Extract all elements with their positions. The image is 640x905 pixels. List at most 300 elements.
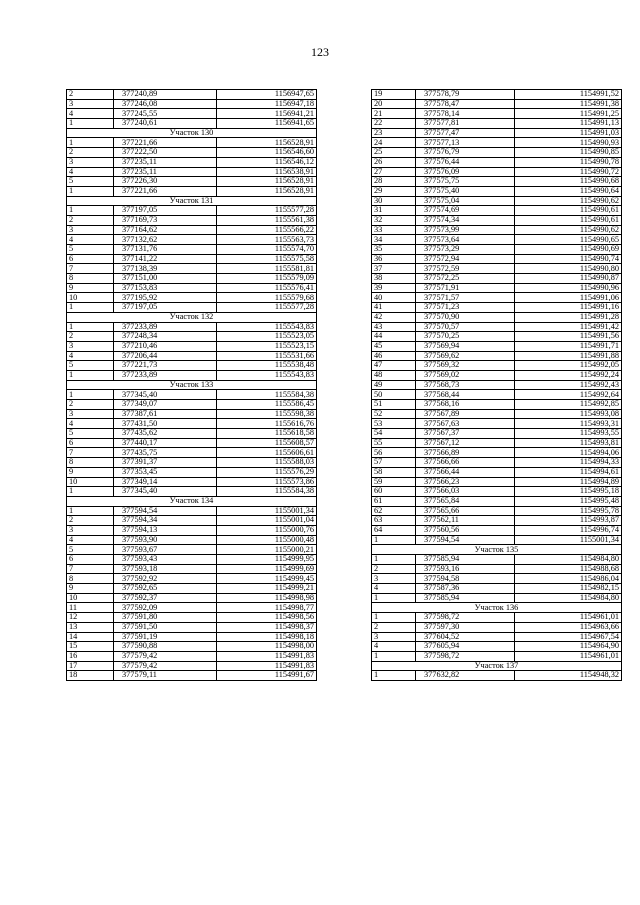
- coordinates-table-body: [372, 90, 622, 681]
- point-number-cell: 23: [372, 128, 416, 138]
- y-coordinate-cell: 1154993,81: [515, 438, 622, 448]
- x-coordinate-cell: 377240,61: [114, 119, 217, 129]
- point-number-cell: 43: [372, 322, 416, 332]
- y-coordinate-cell: 1154992,05: [515, 361, 622, 371]
- x-coordinate-cell: 377141,22: [114, 254, 217, 264]
- y-coordinate-cell: 1154961,01: [515, 613, 622, 623]
- section-title: Участок 137: [372, 661, 622, 671]
- table-row: [67, 574, 317, 584]
- y-coordinate-cell: 1154998,00: [217, 642, 317, 652]
- point-number-cell: 1: [67, 322, 114, 332]
- table-row: [372, 215, 622, 225]
- table-row: [372, 351, 622, 361]
- point-number-cell: 2: [67, 332, 114, 342]
- table-row: [67, 177, 317, 187]
- coordinates-table-right: [371, 89, 622, 681]
- table-row: [372, 584, 622, 594]
- table-row: [67, 90, 317, 100]
- table-row: [67, 603, 317, 613]
- point-number-cell: 37: [372, 264, 416, 274]
- point-number-cell: 62: [372, 506, 416, 516]
- table-row: [372, 283, 622, 293]
- x-coordinate-cell: 377138,39: [114, 264, 217, 274]
- table-row: [67, 99, 317, 109]
- y-coordinate-cell: 1154991,67: [217, 671, 317, 681]
- x-coordinate-cell: 377593,43: [114, 555, 217, 565]
- x-coordinate-cell: 377590,88: [114, 642, 217, 652]
- table-row: [372, 400, 622, 410]
- point-number-cell: 1: [372, 593, 416, 603]
- table-row: [372, 390, 622, 400]
- table-row: [372, 574, 622, 584]
- y-coordinate-cell: 1154991,13: [515, 119, 622, 129]
- point-number-cell: 19: [372, 90, 416, 100]
- point-number-cell: 20: [372, 99, 416, 109]
- x-coordinate-cell: 377571,23: [416, 303, 515, 313]
- y-coordinate-cell: 1154991,71: [515, 341, 622, 351]
- y-coordinate-cell: 1154990,87: [515, 274, 622, 284]
- point-number-cell: 31: [372, 206, 416, 216]
- table-row: [372, 651, 622, 661]
- section-header-row: [372, 545, 622, 555]
- x-coordinate-cell: 377197,05: [114, 206, 217, 216]
- y-coordinate-cell: 1156941,21: [217, 109, 317, 119]
- x-coordinate-cell: 377577,47: [416, 128, 515, 138]
- table-row: [372, 564, 622, 574]
- y-coordinate-cell: 1154990,61: [515, 206, 622, 216]
- table-row: [372, 419, 622, 429]
- x-coordinate-cell: 377579,42: [114, 661, 217, 671]
- point-number-cell: 5: [67, 245, 114, 255]
- table-row: [372, 467, 622, 477]
- x-coordinate-cell: 377566,44: [416, 467, 515, 477]
- point-number-cell: 5: [67, 545, 114, 555]
- y-coordinate-cell: 1155523,05: [217, 332, 317, 342]
- x-coordinate-cell: 377587,36: [416, 584, 515, 594]
- x-coordinate-cell: 377576,09: [416, 167, 515, 177]
- y-coordinate-cell: 1154967,54: [515, 632, 622, 642]
- table-row: [372, 487, 622, 497]
- x-coordinate-cell: 377577,81: [416, 119, 515, 129]
- y-coordinate-cell: 1154994,06: [515, 448, 622, 458]
- section-header-row: [67, 380, 317, 390]
- point-number-cell: 15: [67, 642, 114, 652]
- table-row: [67, 400, 317, 410]
- x-coordinate-cell: 377578,79: [416, 90, 515, 100]
- point-number-cell: 8: [67, 274, 114, 284]
- point-number-cell: 3: [67, 157, 114, 167]
- section-title: Участок 134: [67, 496, 317, 506]
- y-coordinate-cell: 1154995,78: [515, 506, 622, 516]
- x-coordinate-cell: 377632,82: [416, 671, 515, 681]
- table-row: [67, 545, 317, 555]
- y-coordinate-cell: 1154991,38: [515, 99, 622, 109]
- table-row: [372, 516, 622, 526]
- point-number-cell: 45: [372, 341, 416, 351]
- table-row: [67, 361, 317, 371]
- x-coordinate-cell: 377585,94: [416, 593, 515, 603]
- x-coordinate-cell: 377195,92: [114, 293, 217, 303]
- y-coordinate-cell: 1154992,85: [515, 400, 622, 410]
- point-number-cell: 10: [67, 293, 114, 303]
- x-coordinate-cell: 377569,02: [416, 370, 515, 380]
- y-coordinate-cell: 1155584,38: [217, 390, 317, 400]
- y-coordinate-cell: 1154998,56: [217, 613, 317, 623]
- x-coordinate-cell: 377345,40: [114, 487, 217, 497]
- point-number-cell: 42: [372, 312, 416, 322]
- x-coordinate-cell: 377566,03: [416, 487, 515, 497]
- table-row: [67, 274, 317, 284]
- x-coordinate-cell: 377570,57: [416, 322, 515, 332]
- y-coordinate-cell: 1154998,77: [217, 603, 317, 613]
- x-coordinate-cell: 377593,67: [114, 545, 217, 555]
- y-coordinate-cell: 1155574,70: [217, 245, 317, 255]
- x-coordinate-cell: 377569,32: [416, 361, 515, 371]
- y-coordinate-cell: 1154984,80: [515, 593, 622, 603]
- x-coordinate-cell: 377592,92: [114, 574, 217, 584]
- y-coordinate-cell: 1154990,96: [515, 283, 622, 293]
- table-row: [372, 535, 622, 545]
- y-coordinate-cell: 1156546,12: [217, 157, 317, 167]
- x-coordinate-cell: 377592,65: [114, 584, 217, 594]
- y-coordinate-cell: 1155581,81: [217, 264, 317, 274]
- y-coordinate-cell: 1154992,24: [515, 370, 622, 380]
- x-coordinate-cell: 377574,34: [416, 215, 515, 225]
- y-coordinate-cell: 1155584,38: [217, 487, 317, 497]
- y-coordinate-cell: 1154990,72: [515, 167, 622, 177]
- point-number-cell: 1: [67, 390, 114, 400]
- point-number-cell: 56: [372, 448, 416, 458]
- point-number-cell: 40: [372, 293, 416, 303]
- table-row: [67, 293, 317, 303]
- x-coordinate-cell: 377222,50: [114, 148, 217, 158]
- point-number-cell: 17: [67, 661, 114, 671]
- y-coordinate-cell: 1154991,83: [217, 651, 317, 661]
- x-coordinate-cell: 377431,50: [114, 419, 217, 429]
- x-coordinate-cell: 377240,89: [114, 90, 217, 100]
- y-coordinate-cell: 1155586,45: [217, 400, 317, 410]
- section-title: Участок 132: [67, 312, 317, 322]
- point-number-cell: 41: [372, 303, 416, 313]
- x-coordinate-cell: 377604,52: [416, 632, 515, 642]
- x-coordinate-cell: 377233,89: [114, 370, 217, 380]
- table-row: [372, 477, 622, 487]
- y-coordinate-cell: 1156528,91: [217, 177, 317, 187]
- point-number-cell: 38: [372, 274, 416, 284]
- x-coordinate-cell: 377598,72: [416, 613, 515, 623]
- x-coordinate-cell: 377565,84: [416, 496, 515, 506]
- y-coordinate-cell: 1154990,62: [515, 196, 622, 206]
- y-coordinate-cell: 1155579,68: [217, 293, 317, 303]
- table-row: [372, 555, 622, 565]
- x-coordinate-cell: 377567,63: [416, 419, 515, 429]
- y-coordinate-cell: 1154991,88: [515, 351, 622, 361]
- x-coordinate-cell: 377221,66: [114, 186, 217, 196]
- point-number-cell: 1: [67, 186, 114, 196]
- y-coordinate-cell: 1154994,89: [515, 477, 622, 487]
- y-coordinate-cell: 1154991,28: [515, 312, 622, 322]
- y-coordinate-cell: 1155579,09: [217, 274, 317, 284]
- table-row: [67, 622, 317, 632]
- point-number-cell: 55: [372, 438, 416, 448]
- y-coordinate-cell: 1154963,66: [515, 622, 622, 632]
- point-number-cell: 47: [372, 361, 416, 371]
- point-number-cell: 7: [67, 264, 114, 274]
- table-row: [372, 438, 622, 448]
- y-coordinate-cell: 1154994,33: [515, 458, 622, 468]
- section-title: Участок 131: [67, 196, 317, 206]
- table-row: [67, 245, 317, 255]
- page-number: 123: [311, 45, 329, 59]
- section-header-row: [67, 496, 317, 506]
- point-number-cell: 13: [67, 622, 114, 632]
- y-coordinate-cell: 1154961,01: [515, 651, 622, 661]
- table-row: [372, 613, 622, 623]
- point-number-cell: 59: [372, 477, 416, 487]
- y-coordinate-cell: 1155000,76: [217, 525, 317, 535]
- y-coordinate-cell: 1155616,76: [217, 419, 317, 429]
- x-coordinate-cell: 377571,57: [416, 293, 515, 303]
- y-coordinate-cell: 1155000,48: [217, 535, 317, 545]
- x-coordinate-cell: 377349,14: [114, 477, 217, 487]
- y-coordinate-cell: 1154999,21: [217, 584, 317, 594]
- coordinates-column-right: [371, 89, 621, 681]
- section-title: Участок 135: [372, 545, 622, 555]
- table-row: [67, 477, 317, 487]
- x-coordinate-cell: 377132,62: [114, 235, 217, 245]
- y-coordinate-cell: 1155543,83: [217, 370, 317, 380]
- y-coordinate-cell: 1155576,41: [217, 283, 317, 293]
- point-number-cell: 6: [67, 555, 114, 565]
- x-coordinate-cell: 377353,45: [114, 467, 217, 477]
- coordinates-table-body: [67, 90, 317, 681]
- x-coordinate-cell: 377594,54: [416, 535, 515, 545]
- point-number-cell: 1: [67, 506, 114, 516]
- table-row: [67, 593, 317, 603]
- y-coordinate-cell: 1155001,34: [515, 535, 622, 545]
- point-number-cell: 36: [372, 254, 416, 264]
- table-row: [67, 467, 317, 477]
- section-title: Участок 136: [372, 603, 622, 613]
- x-coordinate-cell: 377605,94: [416, 642, 515, 652]
- table-row: [67, 506, 317, 516]
- table-row: [372, 632, 622, 642]
- x-coordinate-cell: 377349,07: [114, 400, 217, 410]
- table-row: [372, 332, 622, 342]
- y-coordinate-cell: 1155577,28: [217, 303, 317, 313]
- x-coordinate-cell: 377131,76: [114, 245, 217, 255]
- table-row: [67, 332, 317, 342]
- x-coordinate-cell: 377153,83: [114, 283, 217, 293]
- table-row: [372, 264, 622, 274]
- point-number-cell: 5: [67, 361, 114, 371]
- x-coordinate-cell: 377568,16: [416, 400, 515, 410]
- x-coordinate-cell: 377570,25: [416, 332, 515, 342]
- x-coordinate-cell: 377435,75: [114, 448, 217, 458]
- point-number-cell: 9: [67, 467, 114, 477]
- x-coordinate-cell: 377567,12: [416, 438, 515, 448]
- y-coordinate-cell: 1154991,06: [515, 293, 622, 303]
- table-row: [372, 186, 622, 196]
- x-coordinate-cell: 377245,55: [114, 109, 217, 119]
- x-coordinate-cell: 377593,90: [114, 535, 217, 545]
- y-coordinate-cell: 1155001,04: [217, 516, 317, 526]
- point-number-cell: 44: [372, 332, 416, 342]
- point-number-cell: 3: [67, 99, 114, 109]
- y-coordinate-cell: 1155606,61: [217, 448, 317, 458]
- point-number-cell: 33: [372, 225, 416, 235]
- point-number-cell: 1: [67, 487, 114, 497]
- table-row: [67, 148, 317, 158]
- point-number-cell: 5: [67, 429, 114, 439]
- y-coordinate-cell: 1155576,29: [217, 467, 317, 477]
- table-row: [67, 264, 317, 274]
- y-coordinate-cell: 1154993,08: [515, 409, 622, 419]
- x-coordinate-cell: 377575,75: [416, 177, 515, 187]
- y-coordinate-cell: 1155538,48: [217, 361, 317, 371]
- point-number-cell: 1: [372, 535, 416, 545]
- x-coordinate-cell: 377233,89: [114, 322, 217, 332]
- x-coordinate-cell: 377345,40: [114, 390, 217, 400]
- point-number-cell: 3: [372, 632, 416, 642]
- point-number-cell: 46: [372, 351, 416, 361]
- y-coordinate-cell: 1154990,93: [515, 138, 622, 148]
- x-coordinate-cell: 377565,66: [416, 506, 515, 516]
- x-coordinate-cell: 377567,89: [416, 409, 515, 419]
- x-coordinate-cell: 377576,79: [416, 148, 515, 158]
- point-number-cell: 11: [67, 603, 114, 613]
- y-coordinate-cell: 1154991,52: [515, 90, 622, 100]
- point-number-cell: 1: [67, 370, 114, 380]
- point-number-cell: 4: [372, 584, 416, 594]
- point-number-cell: 1: [67, 119, 114, 129]
- table-row: [372, 322, 622, 332]
- point-number-cell: 21: [372, 109, 416, 119]
- section-header-row: [67, 128, 317, 138]
- point-number-cell: 5: [67, 177, 114, 187]
- x-coordinate-cell: 377592,37: [114, 593, 217, 603]
- y-coordinate-cell: 1154990,65: [515, 235, 622, 245]
- table-row: [372, 90, 622, 100]
- y-coordinate-cell: 1154988,68: [515, 564, 622, 574]
- table-row: [372, 274, 622, 284]
- x-coordinate-cell: 377579,42: [114, 651, 217, 661]
- x-coordinate-cell: 377591,80: [114, 613, 217, 623]
- point-number-cell: 50: [372, 390, 416, 400]
- point-number-cell: 58: [372, 467, 416, 477]
- point-number-cell: 9: [67, 584, 114, 594]
- x-coordinate-cell: 377578,47: [416, 99, 515, 109]
- table-row: [67, 138, 317, 148]
- point-number-cell: 4: [67, 419, 114, 429]
- table-row: [372, 254, 622, 264]
- x-coordinate-cell: 377594,58: [416, 574, 515, 584]
- table-row: [372, 361, 622, 371]
- section-header-row: [372, 661, 622, 671]
- x-coordinate-cell: 377592,09: [114, 603, 217, 613]
- point-number-cell: 1: [67, 303, 114, 313]
- point-number-cell: 60: [372, 487, 416, 497]
- y-coordinate-cell: 1154990,80: [515, 264, 622, 274]
- y-coordinate-cell: 1155543,83: [217, 322, 317, 332]
- y-coordinate-cell: 1155523,15: [217, 341, 317, 351]
- point-number-cell: 4: [67, 351, 114, 361]
- x-coordinate-cell: 377575,04: [416, 196, 515, 206]
- table-row: [67, 516, 317, 526]
- table-row: [372, 370, 622, 380]
- table-row: [372, 341, 622, 351]
- section-header-row: [67, 312, 317, 322]
- x-coordinate-cell: 377594,13: [114, 525, 217, 535]
- table-row: [67, 555, 317, 565]
- table-row: [372, 148, 622, 158]
- point-number-cell: 64: [372, 525, 416, 535]
- y-coordinate-cell: 1154982,15: [515, 584, 622, 594]
- table-row: [372, 622, 622, 632]
- point-number-cell: 12: [67, 613, 114, 623]
- point-number-cell: 6: [67, 438, 114, 448]
- point-number-cell: 53: [372, 419, 416, 429]
- y-coordinate-cell: 1155598,38: [217, 409, 317, 419]
- point-number-cell: 24: [372, 138, 416, 148]
- table-row: [67, 119, 317, 129]
- y-coordinate-cell: 1156546,60: [217, 148, 317, 158]
- y-coordinate-cell: 1154993,55: [515, 429, 622, 439]
- point-number-cell: 9: [67, 283, 114, 293]
- table-row: [67, 341, 317, 351]
- table-row: [372, 225, 622, 235]
- point-number-cell: 1: [67, 138, 114, 148]
- x-coordinate-cell: 377169,73: [114, 215, 217, 225]
- y-coordinate-cell: 1155618,58: [217, 429, 317, 439]
- x-coordinate-cell: 377248,34: [114, 332, 217, 342]
- point-number-cell: 3: [372, 574, 416, 584]
- point-number-cell: 63: [372, 516, 416, 526]
- x-coordinate-cell: 377591,50: [114, 622, 217, 632]
- y-coordinate-cell: 1155575,58: [217, 254, 317, 264]
- y-coordinate-cell: 1156947,65: [217, 90, 317, 100]
- table-row: [372, 157, 622, 167]
- y-coordinate-cell: 1154995,48: [515, 496, 622, 506]
- table-row: [372, 128, 622, 138]
- point-number-cell: 49: [372, 380, 416, 390]
- point-number-cell: 1: [67, 206, 114, 216]
- point-number-cell: 4: [67, 235, 114, 245]
- x-coordinate-cell: 377585,94: [416, 555, 515, 565]
- point-number-cell: 1: [372, 651, 416, 661]
- table-row: [67, 109, 317, 119]
- y-coordinate-cell: 1154990,85: [515, 148, 622, 158]
- y-coordinate-cell: 1155573,86: [217, 477, 317, 487]
- point-number-cell: 2: [372, 564, 416, 574]
- y-coordinate-cell: 1156538,91: [217, 167, 317, 177]
- table-row: [67, 632, 317, 642]
- y-coordinate-cell: 1154999,95: [217, 555, 317, 565]
- x-coordinate-cell: 377562,11: [416, 516, 515, 526]
- x-coordinate-cell: 377569,62: [416, 351, 515, 361]
- table-row: [372, 671, 622, 681]
- point-number-cell: 2: [67, 215, 114, 225]
- point-number-cell: 14: [67, 632, 114, 642]
- x-coordinate-cell: 377206,44: [114, 351, 217, 361]
- table-row: [67, 651, 317, 661]
- point-number-cell: 6: [67, 254, 114, 264]
- x-coordinate-cell: 377593,16: [416, 564, 515, 574]
- x-coordinate-cell: 377594,54: [114, 506, 217, 516]
- table-row: [67, 671, 317, 681]
- table-row: [372, 138, 622, 148]
- point-number-cell: 4: [67, 167, 114, 177]
